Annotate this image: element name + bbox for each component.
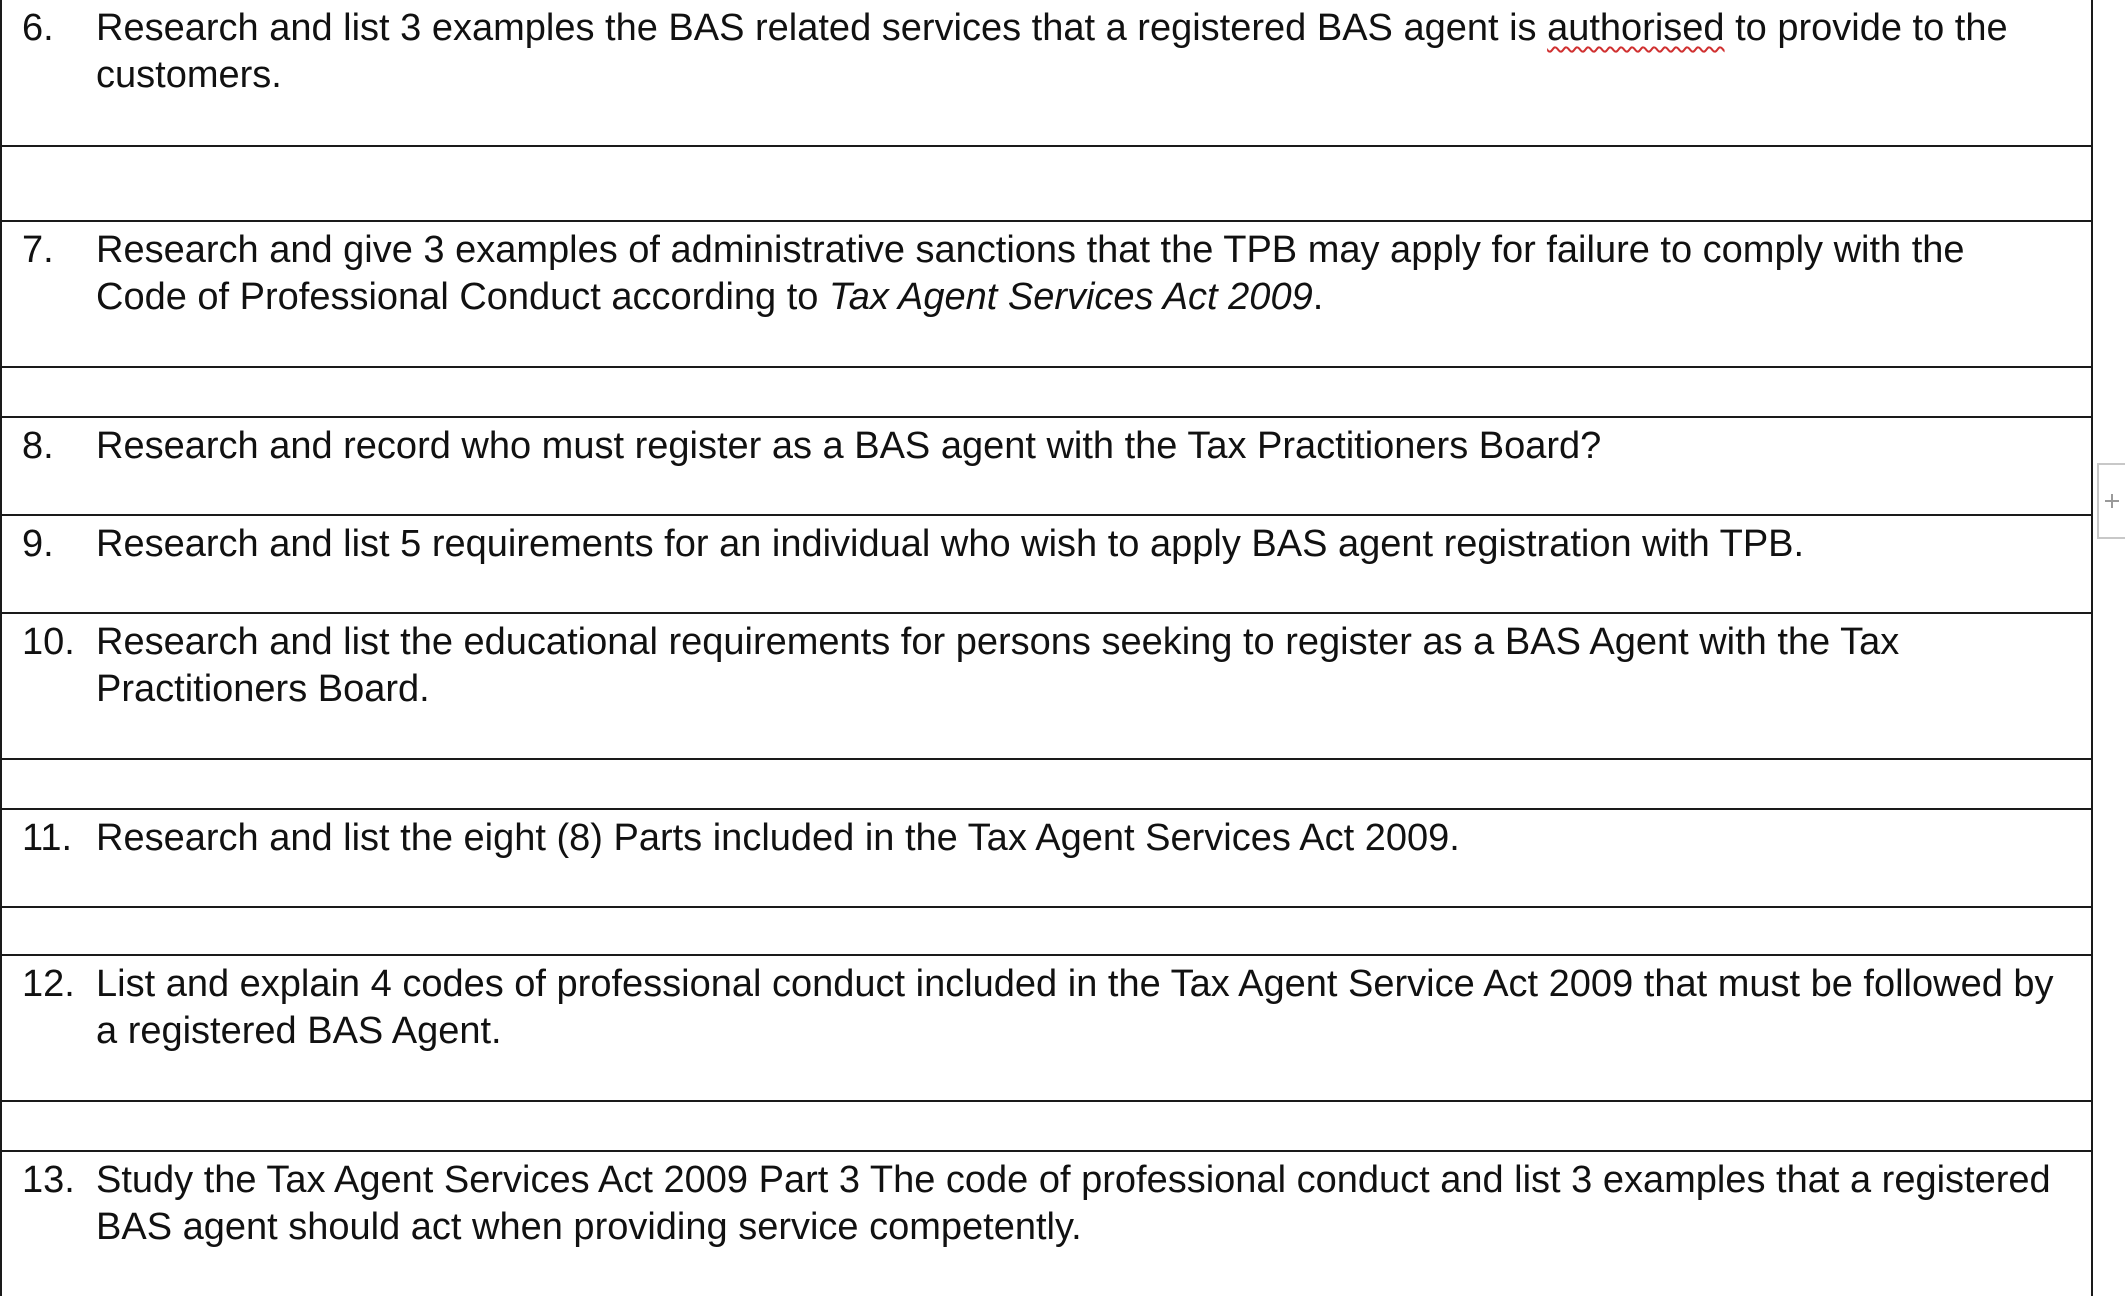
question-text: Research and list 5 requirements for an individual who wish to apply BAS agent registration with TPB. bbox=[96, 523, 1805, 565]
question-row-8[interactable] bbox=[2, 418, 2091, 516]
answer-row-6[interactable] bbox=[2, 147, 2091, 222]
question-text: Study the Tax Agent Services Act 2009 Part 3 The code of professional conduct and list 3 examples that a registered BAS agent should act when providing service competently. bbox=[96, 1159, 2051, 1248]
question-text: Research and list the educational requirements for persons seeking to register as a BAS Agent with the Tax Practitioners Board. bbox=[96, 621, 1900, 710]
answer-row-10[interactable] bbox=[2, 760, 2091, 810]
question-number: 6. bbox=[22, 7, 54, 49]
question-row-12[interactable] bbox=[2, 956, 2091, 1102]
question-text bbox=[96, 5, 2091, 99]
question-number: 12. bbox=[22, 963, 75, 1005]
plus-icon bbox=[2103, 492, 2121, 510]
question-text-part: . bbox=[1312, 276, 1324, 318]
question-number: 7. bbox=[22, 229, 54, 271]
question-number: 13. bbox=[22, 1159, 75, 1201]
answer-row-12[interactable] bbox=[2, 1102, 2091, 1152]
question-number: 9. bbox=[22, 523, 54, 565]
answer-row-11[interactable] bbox=[2, 908, 2091, 956]
spellcheck-flagged-word[interactable]: authorised bbox=[1547, 7, 1725, 49]
act-title-italic: Tax Agent Services Act 2009 bbox=[828, 276, 1313, 318]
question-text: List and explain 4 codes of professional conduct included in the Tax Agent Service Act 2009 that must be followed by a registered BAS Agent. bbox=[96, 963, 2054, 1052]
question-row-10[interactable] bbox=[2, 614, 2091, 760]
add-row-handle[interactable] bbox=[2097, 463, 2125, 539]
question-number: 11. bbox=[22, 817, 73, 859]
question-number: 10. bbox=[22, 621, 75, 663]
question-row-9[interactable] bbox=[2, 516, 2091, 614]
question-row-13[interactable] bbox=[2, 1152, 2091, 1296]
question-row-6[interactable] bbox=[2, 0, 2091, 147]
question-text-part: Research and list 3 examples the BAS related services that a registered BAS agent is bbox=[96, 7, 1548, 49]
question-text bbox=[96, 227, 2091, 321]
question-row-11[interactable] bbox=[2, 810, 2091, 908]
answer-row-7[interactable] bbox=[2, 368, 2091, 418]
question-number: 8. bbox=[22, 425, 54, 467]
question-row-7[interactable] bbox=[2, 222, 2091, 368]
question-text-part: to provide to the customers. bbox=[96, 7, 2008, 96]
question-text: Research and list the eight (8) Parts included in the Tax Agent Services Act 2009. bbox=[96, 817, 1460, 859]
question-text-part: Research and give 3 examples of administrative sanctions that the TPB may apply for failure to comply with the Code of Professional Conduct according to bbox=[96, 229, 1965, 318]
question-text: Research and record who must register as a BAS agent with the Tax Practitioners Board? bbox=[96, 425, 1602, 467]
